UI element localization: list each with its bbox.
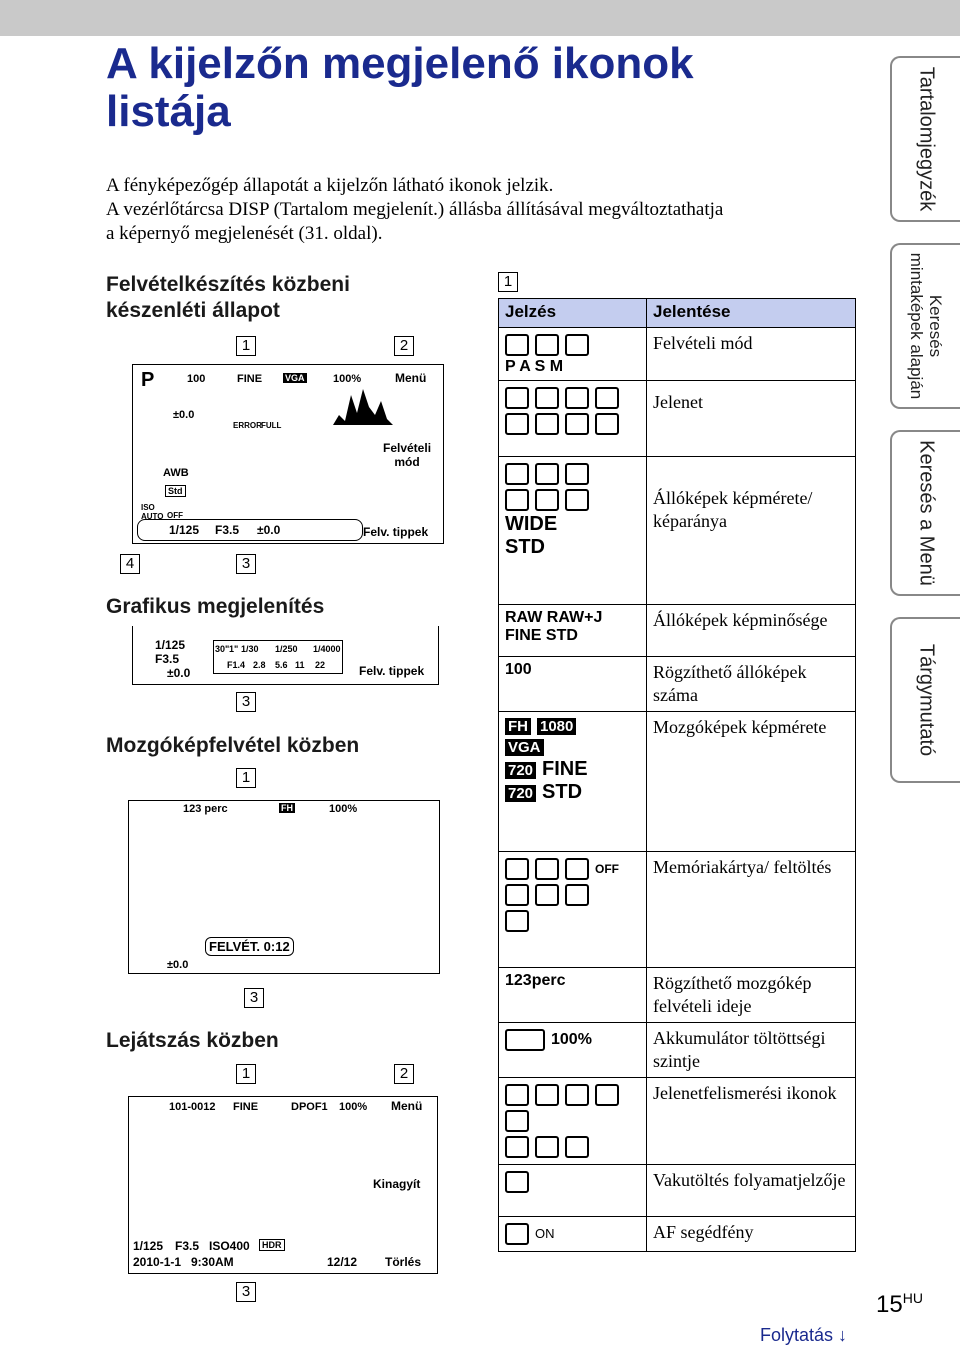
playback-aperture: F3.5 [175, 1239, 200, 1253]
memory-card-icon [505, 858, 529, 880]
tab-menu-search[interactable] [890, 430, 960, 596]
playback-dpof: DPOF1 [291, 1101, 328, 1113]
movie-ev: ±0.0 [167, 959, 189, 971]
backlight-portrait-icon [505, 1110, 529, 1132]
size-s-icon [565, 463, 589, 485]
scale-bottom-4: 22 [315, 660, 326, 670]
night-portrait-icon [595, 413, 619, 435]
histogram [333, 385, 393, 425]
page-title: A kijelzőn megjelenő ikonok listája [106, 39, 694, 136]
graphic-tips-button[interactable]: Felv. tippek [359, 664, 425, 678]
table-row [499, 457, 856, 605]
tab-index[interactable] [890, 617, 960, 783]
page-number-value: 15 [876, 1291, 903, 1318]
row-display [499, 1078, 647, 1165]
tab-index-label: Tárgymutató [915, 643, 938, 757]
playback-quality: FINE [233, 1101, 259, 1113]
landscape-icon [595, 387, 619, 409]
off-label: OFF [595, 862, 619, 877]
scale-top-1: 1" [229, 644, 239, 654]
wide-label: WIDE [505, 513, 558, 535]
portrait-scene-icon [565, 1084, 589, 1106]
graphic-aperture: F3.5 [155, 652, 180, 666]
playback-marker-1: 1 [236, 1064, 256, 1084]
movie-size: FH [281, 803, 293, 813]
marker-4: 4 [120, 554, 140, 574]
row-display [499, 605, 647, 657]
table-row [499, 1217, 856, 1252]
playback-shutter: 1/125 [133, 1239, 164, 1253]
playback-battery: 100% [339, 1101, 368, 1113]
row-display: 100 [499, 657, 647, 712]
panorama-icon [565, 334, 589, 356]
off-label: OFF [167, 511, 183, 520]
row-meaning: Akkumulátor töltöttségi szintje [647, 1023, 856, 1078]
row-display [499, 852, 647, 968]
movie-battery: 100% [329, 803, 358, 815]
eyefi-off-icon [565, 858, 589, 880]
menu-button[interactable]: Menü [395, 371, 427, 385]
section-playback-title: Lejátszás közben [106, 1029, 279, 1052]
size-s-32-icon [565, 489, 589, 511]
scale-top-2: 1/30 [241, 644, 259, 654]
tripod-icon [535, 1084, 559, 1106]
iso-label: ISO AUTO [141, 503, 164, 521]
flash-charge-icon [505, 1171, 529, 1193]
row-meaning: Állóképek képminősége [647, 605, 856, 657]
battery-percent: 100% [551, 1031, 592, 1049]
ev-value: ±0.0 [257, 523, 281, 537]
raw-line2: FINE STD [505, 627, 578, 644]
playback-iso: ISO400 [209, 1239, 250, 1253]
marker-1: 1 [236, 336, 256, 356]
scale-top-0: 30" [215, 644, 230, 654]
tab-contents[interactable] [890, 56, 960, 222]
playback-index: 12/12 [327, 1255, 358, 1269]
playback-hdr: HDR [259, 1239, 285, 1251]
row-meaning: Memóriakártya/ feltöltés [647, 852, 856, 968]
night-icon [535, 413, 559, 435]
tab-sample-search-label: Keresés mintaképek alapján [907, 252, 945, 400]
eyefi-connect-icon [535, 884, 559, 906]
standby-screen [132, 364, 444, 544]
row-display [499, 381, 647, 457]
row-meaning: Rögzíthető mozgókép felvételi ideje [647, 968, 856, 1023]
portrait-icon [505, 387, 529, 409]
fh-label: FH [505, 718, 531, 735]
v1080-label: 1080 [537, 718, 576, 735]
delete-button[interactable]: Törlés [385, 1255, 422, 1269]
sunset-icon [505, 413, 529, 435]
intro-text [106, 174, 866, 246]
backlight-icon [595, 1084, 619, 1106]
eyefi-standby-icon [505, 884, 529, 906]
row-meaning: Állóképek képmérete/ képaránya [647, 457, 856, 605]
icon-table [498, 298, 856, 1252]
awb-label: AWB [163, 467, 189, 479]
top-bar [0, 0, 960, 36]
zoom-button[interactable]: Kinagyít [373, 1177, 421, 1191]
size-l-32-icon [505, 489, 529, 511]
af-illuminator-icon [505, 1223, 529, 1245]
tab-contents-label: Tartalomjegyzék [915, 66, 938, 212]
row-display: 123perc [499, 968, 647, 1023]
row-display [499, 457, 647, 605]
graphic-screen [132, 626, 439, 685]
table-row [499, 1078, 856, 1165]
sports-icon [535, 387, 559, 409]
table-row [499, 1165, 856, 1217]
handheld-icon [565, 413, 589, 435]
felveteli-line1: Felvételi [383, 441, 432, 455]
image-count: 100 [187, 373, 206, 385]
camera-icon [505, 334, 529, 356]
playback-screen [128, 1096, 438, 1274]
graphic-marker-3: 3 [236, 692, 256, 712]
intro-line: A vezérlőtárcsa DISP (Tartalom megjelenít.) állásba állításával megváltoztathatja [106, 199, 724, 220]
down-arrow-icon: ↓ [833, 1325, 848, 1345]
playback-menu-button[interactable]: Menü [391, 1099, 423, 1113]
continue-link[interactable] [760, 1325, 847, 1346]
marker-2: 2 [394, 336, 414, 356]
v720-fine-label: 720 [505, 762, 536, 779]
size-m-icon [535, 463, 559, 485]
ev-small: ±0.0 [173, 409, 195, 421]
scene-icon [535, 334, 559, 356]
pasm-text: P A S M [505, 358, 564, 375]
quality-label: FINE [237, 373, 263, 385]
page-lang: HU [902, 1290, 923, 1306]
scale-bottom-3: 11 [295, 660, 305, 670]
vga-label: VGA [505, 739, 544, 756]
tab-sample-search[interactable] [890, 243, 960, 409]
shutter-value: 1/125 [169, 523, 200, 537]
landscape-scene-icon [535, 1136, 559, 1158]
graphic-ev: ±0.0 [167, 666, 191, 680]
felveteli-line2: mód [394, 455, 420, 469]
macro-scene-icon [565, 1136, 589, 1158]
row-display [499, 712, 647, 852]
playback-marker-3: 3 [236, 1282, 256, 1302]
playback-folder: 101-0012 [169, 1101, 216, 1113]
eyefi-upload-icon [565, 884, 589, 906]
row-display [499, 1217, 647, 1252]
row-meaning: Jelenetfelismerési ikonok [647, 1078, 856, 1165]
mode-indicator: P [141, 369, 155, 391]
movie-rec: FELVÉT. 0:12 [205, 937, 294, 956]
std-label: STD [505, 536, 545, 558]
section-movie-title: Mozgóképfelvétel közben [106, 734, 360, 757]
battery-icon [505, 1029, 545, 1051]
scale-bottom-0: F1.4 [227, 660, 246, 670]
row-meaning: Mozgóképek képmérete [647, 712, 856, 852]
on-label: ON [535, 1226, 555, 1242]
night-scene-icon [505, 1084, 529, 1106]
movie-time-left: 123 perc [183, 803, 228, 815]
table-row [499, 1023, 856, 1078]
felveteli-mod[interactable] [383, 441, 431, 469]
row-display [499, 328, 647, 381]
aperture-value: F3.5 [215, 523, 240, 537]
section-graphic-title: Grafikus megjelenítés [106, 595, 325, 618]
tips-button[interactable]: Felv. tippek [363, 525, 429, 539]
row-meaning: Felvételi mód [647, 328, 856, 381]
fine-label: FINE [542, 758, 588, 780]
full-label: FULL [261, 421, 282, 430]
scale-top-4: 1/4000 [313, 644, 341, 654]
row-meaning: Jelenet [647, 381, 856, 457]
tab-menu-search-label: Keresés a Menü [915, 440, 938, 586]
row-display [499, 1165, 647, 1217]
movie-screen [128, 800, 440, 974]
scale-bottom-2: 5.6 [275, 660, 288, 670]
table-row [499, 968, 856, 1023]
playback-date: 2010-1-1 [133, 1255, 182, 1269]
table-row [499, 605, 856, 657]
scale-bottom-1: 2.8 [253, 660, 266, 670]
vga-label: VGA [285, 373, 305, 383]
header-display: Jelzés [499, 299, 647, 328]
row-display [499, 1023, 647, 1078]
row-meaning: AF segédfény [647, 1217, 856, 1252]
table-row [499, 712, 856, 852]
std2-label: STD [542, 781, 583, 803]
row-meaning: Vakutöltés folyamatjelzője [647, 1165, 856, 1217]
size-l-icon [505, 463, 529, 485]
movie-marker-1: 1 [236, 768, 256, 788]
page-number [876, 1290, 923, 1319]
table-marker-1: 1 [498, 272, 518, 292]
std-label: Std [165, 485, 186, 497]
raw-line1: RAW RAW+J [505, 609, 603, 626]
section-standby-title: Felvételkészítés közbeni készenléti állapot [106, 273, 350, 322]
table-header-row [499, 299, 856, 328]
intro-line: a képernyő megjelenését (31. oldal). [106, 223, 383, 244]
eyefi-icon [535, 858, 559, 880]
v720-std-label: 720 [505, 785, 536, 802]
error-label: ERROR [233, 421, 262, 430]
graphic-shutter: 1/125 [155, 638, 186, 652]
table-row [499, 328, 856, 381]
table-row [499, 381, 856, 457]
battery-label: 100% [333, 373, 362, 385]
row-meaning: Rögzíthető állóképek száma [647, 657, 856, 712]
table-row [499, 657, 856, 712]
header-meaning: Jelentése [647, 299, 856, 328]
size-m-32-icon [535, 489, 559, 511]
macro-icon [565, 387, 589, 409]
intro-line: A fényképezőgép állapotát a kijelzőn látható ikonok jelzik. [106, 175, 554, 196]
scale-top-3: 1/250 [275, 644, 298, 654]
playback-time: 9:30AM [191, 1255, 234, 1269]
movie-marker-3: 3 [244, 988, 264, 1008]
playback-marker-2: 2 [394, 1064, 414, 1084]
marker-3: 3 [236, 554, 256, 574]
continue-label: Folytatás [760, 1325, 834, 1345]
infant-icon [505, 1136, 529, 1158]
eyefi-error-icon [505, 910, 529, 932]
table-row [499, 852, 856, 968]
